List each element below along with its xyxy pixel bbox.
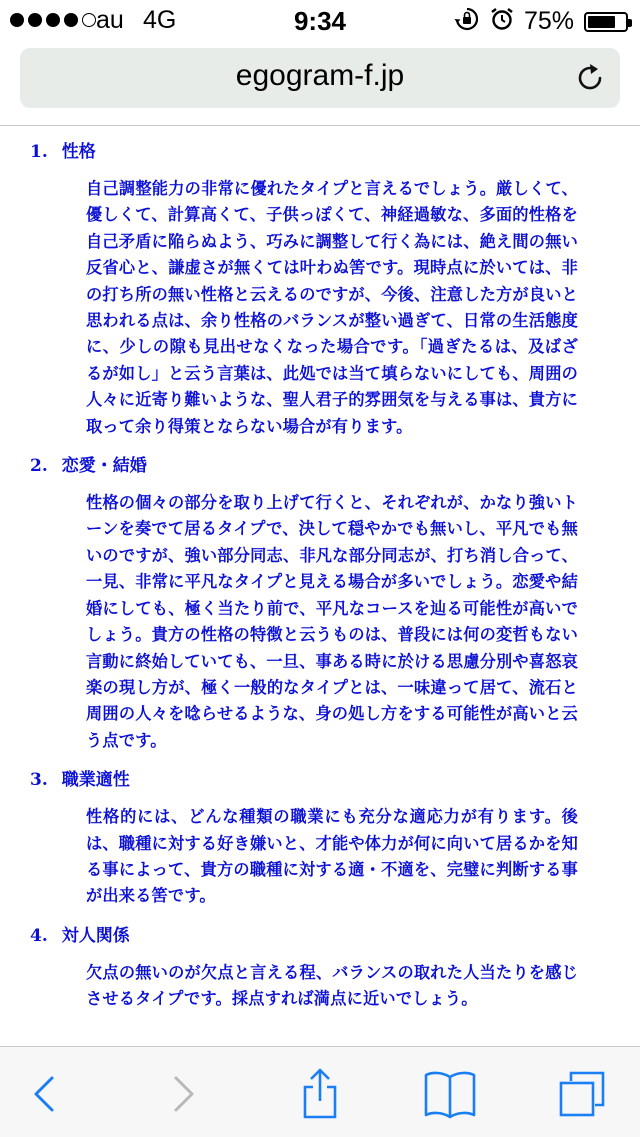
battery-percent: 75%: [523, 7, 574, 35]
tabs-icon[interactable]: [557, 1069, 607, 1119]
section-love-marriage: [0, 440, 640, 754]
back-button[interactable]: [14, 1067, 74, 1121]
section-number: 2.: [30, 456, 48, 477]
status-time: 9:34: [293, 6, 347, 36]
share-icon[interactable]: [298, 1067, 342, 1121]
section-title: 対人関係: [61, 925, 130, 946]
bookmarks-button[interactable]: [420, 1067, 480, 1121]
section-number: 3.: [30, 770, 48, 791]
tabs-button[interactable]: [552, 1067, 612, 1121]
status-bar: [0, 0, 640, 40]
section-body: 自己調整能力の非常に優れたタイプと言えるでしょう。厳しくて、優しくて、計算高くて、子供っぽくて、神経過敏な、多面的性格を自己矛盾に陥らぬよう、巧みに調整して行く為には、絶え間の無い反省心と、謙虚さが無くては叶わぬ筈です。現時点に於いては、非の打ち所の無い性格と云えるのですが、今後、注意した方が良いと思われる点は、余り性格のバランスが整い過ぎて、日常の生活態度に、少しの隙も見出せなくなった場合です。「過ぎたるは、及ばざるが如し」と云う言葉は、此処では当て填らないにしても、周囲の人々に近寄り難いような、聖人君子的雰囲気を与える事は、貴方に取って余り得策とならない場合が有ります。: [86, 179, 578, 436]
share-button[interactable]: [290, 1067, 350, 1121]
network-type: 4G: [143, 6, 177, 34]
forward-icon[interactable]: [170, 1074, 198, 1114]
orientation-lock-icon: [454, 7, 480, 36]
back-icon[interactable]: [30, 1074, 58, 1114]
section-body: 欠点の無いのが欠点と言える程、バランスの取れた人当たりを感じさせるタイプです。採点すれば満点に近いでしょう。: [86, 962, 578, 1009]
section-title: 職業適性: [61, 770, 130, 791]
url-text[interactable]: egogram-f.jp: [235, 59, 405, 92]
browser-toolbar: [0, 1046, 640, 1137]
battery-icon: [584, 12, 628, 32]
address-bar[interactable]: [20, 48, 620, 108]
bookmarks-icon[interactable]: [422, 1069, 478, 1119]
reload-icon[interactable]: [574, 62, 606, 94]
section-personality: [0, 126, 640, 440]
section-title: 恋愛・結婚: [61, 456, 147, 477]
section-number: 4.: [30, 925, 48, 946]
section-career: [0, 754, 640, 910]
alarm-icon: [490, 7, 514, 36]
section-body: 性格的には、どんな種類の職業にも充分な適応力が有ります。後は、職種に対する好き嫌いと、才能や体力が何に向いて居るかを知る事によって、貴方の職種に対する適・不適を、完璧に判断する事が出来る筈です。: [86, 807, 578, 906]
section-title: 性格: [61, 142, 96, 162]
section-number: 1.: [30, 142, 48, 162]
carrier-name: au: [96, 6, 124, 34]
section-body: 性格の個々の部分を取り上げて行くと、それぞれが、かなり強いトーンを奏でて居るタイプで、決して穏やかでも無いし、平凡でも無いのですが、強い部分同志、非凡な部分同志が、打ち消し合って、一見、非常に平凡なタイプと見える場合が多いでしょう。恋愛や結婚にしても、極く当たり前で、平凡なコースを辿る可能性が高いでしょう。貴方の性格の特徴と云うものは、普段には何の変哲もない言動に終始していても、一旦、事ある時に於ける思慮分別や喜怒哀楽の現し方が、極く一般的なタイプとは、一味違って居て、流石と周囲の人々を唸らせるような、身の処し方をする可能性が高いと云う点です。: [86, 493, 578, 750]
section-relationships: [0, 910, 640, 1013]
page-content: [0, 126, 640, 1046]
forward-button[interactable]: [154, 1067, 214, 1121]
